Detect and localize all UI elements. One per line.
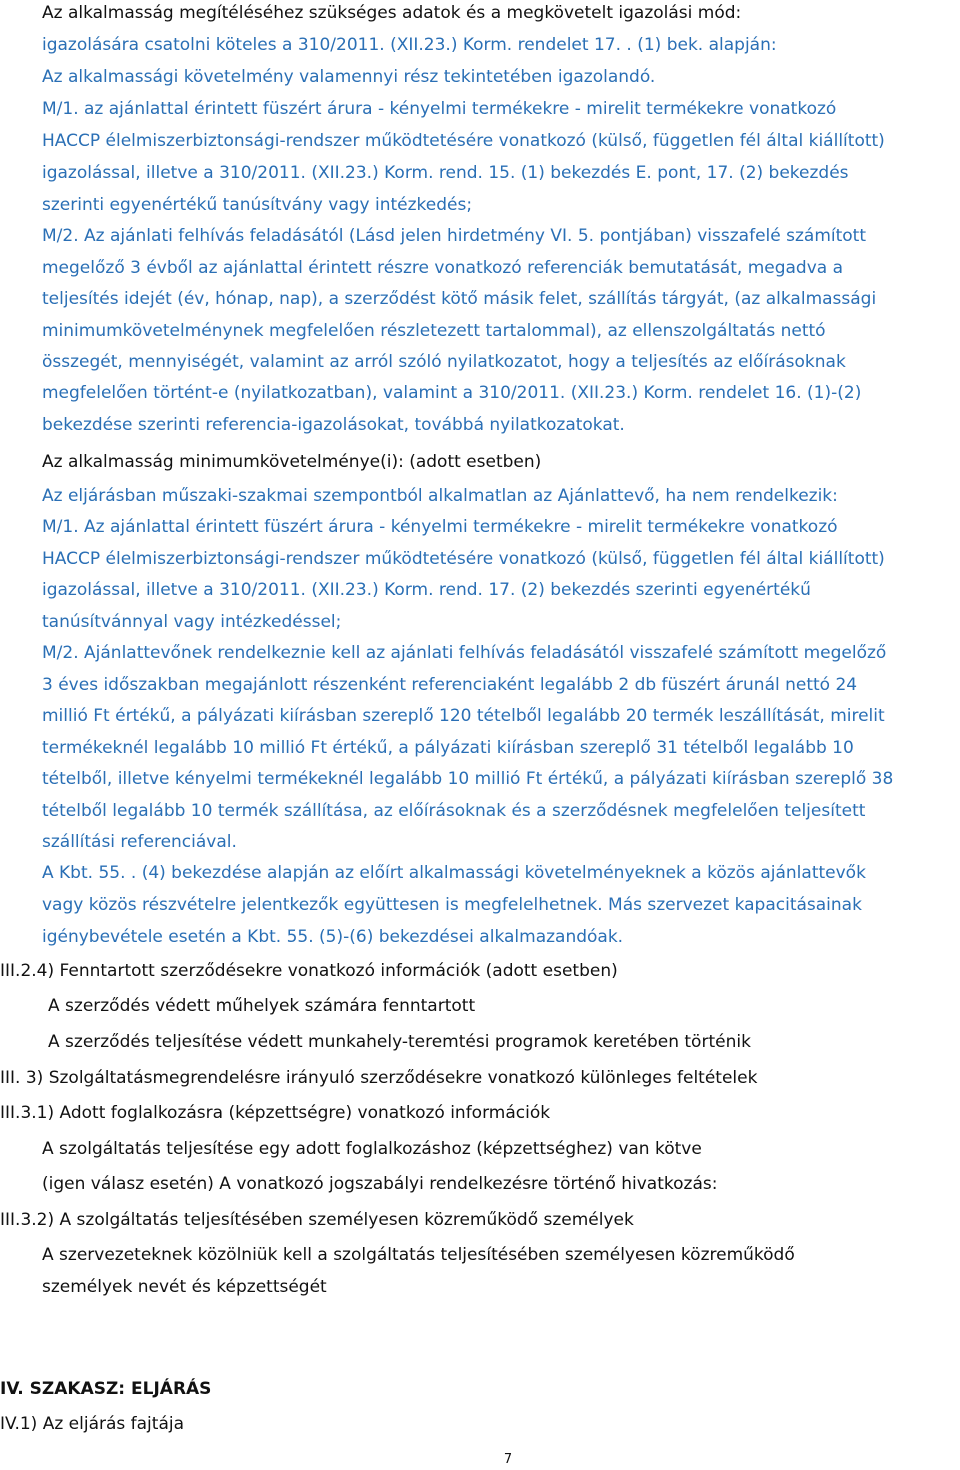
text-line: A szolgáltatás teljesítése egy adott foglalkozáshoz (képzettséghez) van kötve bbox=[42, 1139, 702, 1159]
text-line: igazolására csatolni köteles a 310/2011. (XII.23.) Korm. rendelet 17. . (1) bek. alapján: bbox=[42, 35, 777, 55]
text-line: tételből legalább 10 termék szállítása, az előírásoknak és a szerződésnek megfelelően teljesített bbox=[42, 801, 866, 821]
text-line: igazolással, illetve a 310/2011. (XII.23.) Korm. rend. 15. (1) bekezdés E. pont, 17. (2) bekezdés bbox=[42, 163, 849, 183]
text-line: M/1. az ajánlattal érintett füszért árura - kényelmi termékekre - mirelit termékekre vonatkozó bbox=[42, 99, 837, 119]
section-heading: III. 3) Szolgáltatásmegrendelésre irányuló szerződésekre vonatkozó különleges feltételek bbox=[0, 1068, 758, 1088]
text-line: tételből, illetve kényelmi termékeknél legalább 10 millió Ft értékű, a pályázati kiírásban szereplő 38 bbox=[42, 769, 894, 789]
minimum-requirements-heading: Az alkalmasság minimumkövetelménye(i): (adott esetben) bbox=[42, 452, 542, 472]
text-line: 3 éves időszakban megajánlott részenként referenciaként legalább 2 db füszért árunál nettó 24 bbox=[42, 675, 858, 695]
text-line: A szervezeteknek közölniük kell a szolgáltatás teljesítésében személyesen közreműködő bbox=[42, 1245, 795, 1265]
text-line: M/1. Az ajánlattal érintett füszért árura - kényelmi termékekre - mirelit termékekre vonatkozó bbox=[42, 517, 838, 537]
text-line: millió Ft értékű, a pályázati kiírásban szereplő 120 tételből legalább 20 termék leszállítását, mirelit bbox=[42, 706, 885, 726]
text-line: Az alkalmassági követelmény valamennyi rész tekintetében igazolandó. bbox=[42, 67, 656, 87]
text-line: HACCP élelmiszerbiztonsági-rendszer működtetésére vonatkozó (külső, független fél által kiállított) bbox=[42, 549, 885, 569]
text-line: személyek nevét és képzettségét bbox=[42, 1277, 327, 1297]
text-line: M/2. Az ajánlati felhívás feladásától (Lásd jelen hirdetmény VI. 5. pontjában) visszafelé számított bbox=[42, 226, 866, 246]
text-line: tanúsítvánnyal vagy intézkedéssel; bbox=[42, 612, 342, 632]
list-item: A szerződés teljesítése védett munkahely-teremtési programok keretében történik bbox=[48, 1032, 751, 1052]
subsection-heading: IV.1) Az eljárás fajtája bbox=[0, 1414, 185, 1434]
text-line: termékeknél legalább 10 millió Ft értékű, a pályázati kiírásban szereplő 31 tételből legalább 10 bbox=[42, 738, 854, 758]
text-line: megelőző 3 évből az ajánlattal érintett részre vonatkozó referenciák bemutatását, megadva a bbox=[42, 258, 844, 278]
text-line: Az eljárásban műszaki-szakmai szempontból alkalmatlan az Ajánlattevő, ha nem rendelkezik: bbox=[42, 486, 838, 506]
text-line: szállítási referenciával. bbox=[42, 832, 237, 852]
text-line: teljesítés idejét (év, hónap, nap), a szerződést kötő másik felet, szállítás tárgyát, (az alkalmassági bbox=[42, 289, 877, 309]
text-line: összegét, mennyiségét, valamint az arról szóló nyilatkozatot, hogy a teljesítés az előírásoknak bbox=[42, 352, 846, 372]
text-line: megfelelően történt-e (nyilatkozatban), valamint a 310/2011. (XII.23.) Korm. rendelet 16. (1)-(2) bbox=[42, 383, 862, 403]
text-line: szerinti egyenértékű tanúsítvány vagy intézkedés; bbox=[42, 195, 473, 215]
text-line: HACCP élelmiszerbiztonsági-rendszer működtetésére vonatkozó (külső, független fél által kiállított) bbox=[42, 131, 885, 151]
page-number: 7 bbox=[503, 1452, 513, 1467]
section-iv-heading: IV. SZAKASZ: ELJÁRÁS bbox=[0, 1379, 212, 1399]
text-line: A Kbt. 55. . (4) bekezdése alapján az előírt alkalmassági követelményeknek a közös ajánlattevők bbox=[42, 863, 866, 883]
section-heading: III.3.1) Adott foglalkozásra (képzettségre) vonatkozó információk bbox=[0, 1103, 551, 1123]
suitability-heading: Az alkalmasság megítéléséhez szükséges adatok és a megkövetelt igazolási mód: bbox=[42, 3, 742, 23]
text-line: minimumkövetelménynek megfelelően részletezett tartalommal), az ellenszolgáltatás nettó bbox=[42, 321, 826, 341]
text-line: bekezdése szerinti referencia-igazolásokat, továbbá nyilatkozatokat. bbox=[42, 415, 625, 435]
text-line: vagy közös részvételre jelentkezők együttesen is megfelelhetnek. Más szervezet kapacitásainak bbox=[42, 895, 862, 915]
section-heading: III.2.4) Fenntartott szerződésekre vonatkozó információk (adott esetben) bbox=[0, 961, 618, 981]
text-line: M/2. Ajánlattevőnek rendelkeznie kell az ajánlati felhívás feladásától visszafelé számított megelőző bbox=[42, 643, 887, 663]
text-line: igénybevétele esetén a Kbt. 55. (5)-(6) bekezdései alkalmazandóak. bbox=[42, 927, 624, 947]
text-line: igazolással, illetve a 310/2011. (XII.23.) Korm. rend. 17. (2) bekezdés szerinti egyenértékű bbox=[42, 580, 811, 600]
section-heading: III.3.2) A szolgáltatás teljesítésében személyesen közreműködő személyek bbox=[0, 1210, 634, 1230]
list-item: A szerződés védett műhelyek számára fenntartott bbox=[48, 996, 476, 1016]
text-line: (igen válasz esetén) A vonatkozó jogszabályi rendelkezésre történő hivatkozás: bbox=[42, 1174, 718, 1194]
